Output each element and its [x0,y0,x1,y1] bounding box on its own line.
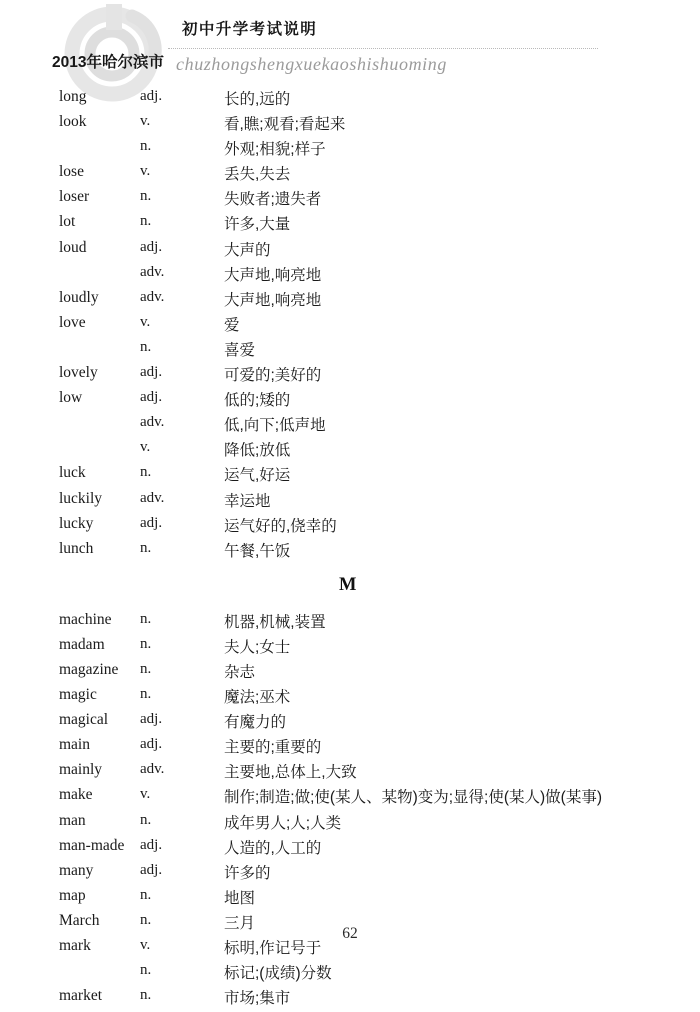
vocab-definition: 主要的;重要的 [224,739,322,757]
vocab-definition: 标记;(成绩)分数 [224,965,332,983]
vocab-part-of-speech: n. [140,811,152,828]
vocab-definition: 低,向下;低声地 [224,417,326,435]
vocab-part-of-speech: n. [140,138,152,155]
vocab-row [0,239,700,264]
vocab-word: man-made [59,836,125,854]
vocab-part-of-speech: n. [140,213,152,230]
vocab-word: make [59,786,93,804]
vocab-row [0,636,700,661]
vocab-row [0,611,700,636]
vocab-part-of-speech: adj. [140,88,163,104]
vocab-part-of-speech: n. [140,660,152,677]
vocab-word: loudly [59,288,99,306]
vocab-definition: 丢失,失去 [224,166,291,184]
vocab-definition: 外观;相貌;样子 [224,141,326,159]
vocab-row [0,711,700,736]
vocab-part-of-speech: adj. [140,238,163,255]
vocab-row [0,414,700,439]
vocab-definition: 大声地,响亮地 [224,291,322,309]
vocab-word: magic [59,686,97,704]
header-year-label: 2013年哈尔滨市 [52,54,164,71]
page-header [0,0,700,86]
vocab-row [0,113,700,138]
vocab-part-of-speech: v. [140,439,151,456]
vocab-row [0,686,700,711]
vocab-part-of-speech: v. [140,937,151,953]
vocab-definition: 制作;制造;做;使(某人、某物)变为;显得;使(某人)做(某事) [224,789,603,807]
vocab-part-of-speech: n. [140,635,152,652]
vocab-word: lucky [59,514,94,532]
vocab-definition: 喜爱 [224,341,256,359]
vocab-definition: 三月 [224,914,256,932]
vocab-row [0,138,700,163]
vocab-part-of-speech: n. [140,338,152,355]
vocabulary-list [0,88,700,1012]
vocab-definition: 可爱的;美好的 [224,367,322,385]
vocab-definition: 运气好的,侥幸的 [224,517,337,535]
vocab-row [0,464,700,489]
vocab-definition: 大声地,响亮地 [224,266,322,284]
vocab-row [0,661,700,686]
vocab-part-of-speech: n. [140,962,152,979]
vocab-word: mark [59,937,91,954]
vocab-word: madam [59,635,105,653]
vocab-part-of-speech: adj. [140,711,163,728]
vocab-part-of-speech: adj. [140,836,163,853]
header-divider-rule [168,48,598,49]
vocab-word: luck [59,464,86,482]
vocab-row [0,389,700,414]
vocab-word: man [59,811,86,829]
vocab-word: many [59,861,94,879]
vocab-word: look [59,113,87,131]
vocab-row [0,887,700,912]
vocab-row [0,314,700,339]
vocab-word: loser [59,188,90,206]
vocab-definition: 运气,好运 [224,467,291,485]
vocab-word: lunch [59,539,94,557]
vocab-part-of-speech: n. [140,686,152,703]
vocab-definition: 杂志 [224,663,256,681]
vocab-row [0,264,700,289]
vocab-definition: 看,瞧;观看;看起来 [224,116,346,134]
page-number: 62 [342,925,358,942]
vocab-definition: 午餐,午饭 [224,542,291,560]
vocab-part-of-speech: n. [140,911,152,928]
vocab-part-of-speech: n. [140,987,152,1004]
vocab-word: luckily [59,489,103,507]
vocab-part-of-speech: adv. [140,288,165,305]
vocab-row [0,937,700,962]
vocab-definition: 地图 [224,889,256,907]
vocab-row [0,761,700,786]
vocab-row [0,812,700,837]
vocab-definition: 市场;集市 [224,990,291,1008]
vocab-word: map [59,886,86,904]
vocab-part-of-speech: adv. [140,761,165,778]
vocab-word: market [59,987,103,1005]
vocab-definition: 失败者;遗失者 [224,191,322,209]
vocab-word: machine [59,610,112,628]
section-letter: M [339,574,357,595]
vocab-part-of-speech: adv. [140,263,165,280]
vocab-row [0,736,700,761]
vocab-word: long [59,88,87,105]
vocab-part-of-speech: adj. [140,514,163,531]
vocab-word: main [59,736,90,754]
vocab-part-of-speech: n. [140,464,152,481]
vocab-row [0,364,700,389]
vocab-definition: 长的,远的 [224,91,291,108]
vocab-definition: 标明,作记号于 [224,940,322,957]
vocab-row [0,515,700,540]
vocab-definition: 降低;放低 [224,442,291,460]
vocab-part-of-speech: n. [140,886,152,903]
vocab-part-of-speech: v. [140,113,151,130]
vocab-definition: 爱 [224,316,240,334]
vocab-word: magazine [59,660,119,678]
vocab-word: lose [59,163,84,181]
vocab-part-of-speech: adj. [140,389,163,406]
vocab-part-of-speech: adv. [140,414,165,431]
vocab-definition: 主要地,总体上,大致 [224,764,357,782]
vocab-part-of-speech: v. [140,163,151,180]
vocab-part-of-speech: n. [140,539,152,556]
vocab-part-of-speech: n. [140,610,152,627]
vocab-definition: 许多的 [224,864,271,882]
vocab-word: loud [59,238,87,256]
vocab-definition: 幸运地 [224,492,271,510]
vocab-row [0,862,700,887]
vocab-word: lot [59,213,76,231]
vocab-part-of-speech: adj. [140,861,163,878]
vocab-part-of-speech: v. [140,786,151,803]
vocab-definition: 有魔力的 [224,714,287,732]
vocab-definition: 魔法;巫术 [224,689,291,707]
vocab-definition: 机器,机械,装置 [224,613,326,631]
vocab-word: March [59,911,100,929]
vocab-definition: 许多,大量 [224,216,291,234]
section-divider [0,565,700,611]
page-title: 初中升学考试说明 [182,21,318,38]
vocab-row [0,786,700,811]
vocab-part-of-speech: adj. [140,364,163,381]
vocab-part-of-speech: adj. [140,736,163,753]
vocab-definition: 夫人;女士 [224,638,291,656]
vocab-row [0,289,700,314]
vocab-row [0,213,700,238]
vocab-row [0,912,700,937]
vocab-row [0,837,700,862]
vocab-row [0,987,700,1012]
vocab-word: lovely [59,364,98,382]
vocab-word: magical [59,711,109,729]
vocab-word: mainly [59,761,103,779]
vocab-word: love [59,313,86,331]
vocab-row [0,88,700,113]
vocab-definition: 大声的 [224,241,271,259]
header-pinyin-subtitle: chuzhongshengxuekaoshishuoming [176,54,447,74]
vocab-part-of-speech: adv. [140,489,165,506]
vocab-row [0,439,700,464]
vocab-part-of-speech: v. [140,313,151,330]
vocab-row [0,490,700,515]
vocab-row [0,962,700,987]
vocab-row [0,163,700,188]
vocab-definition: 人造的,人工的 [224,839,322,857]
vocab-row [0,540,700,565]
vocab-part-of-speech: n. [140,188,152,205]
vocab-row [0,188,700,213]
vocab-definition: 成年男人;人;人类 [224,814,342,832]
vocab-definition: 低的;矮的 [224,392,291,410]
vocab-word: low [59,389,83,407]
vocab-row [0,339,700,364]
